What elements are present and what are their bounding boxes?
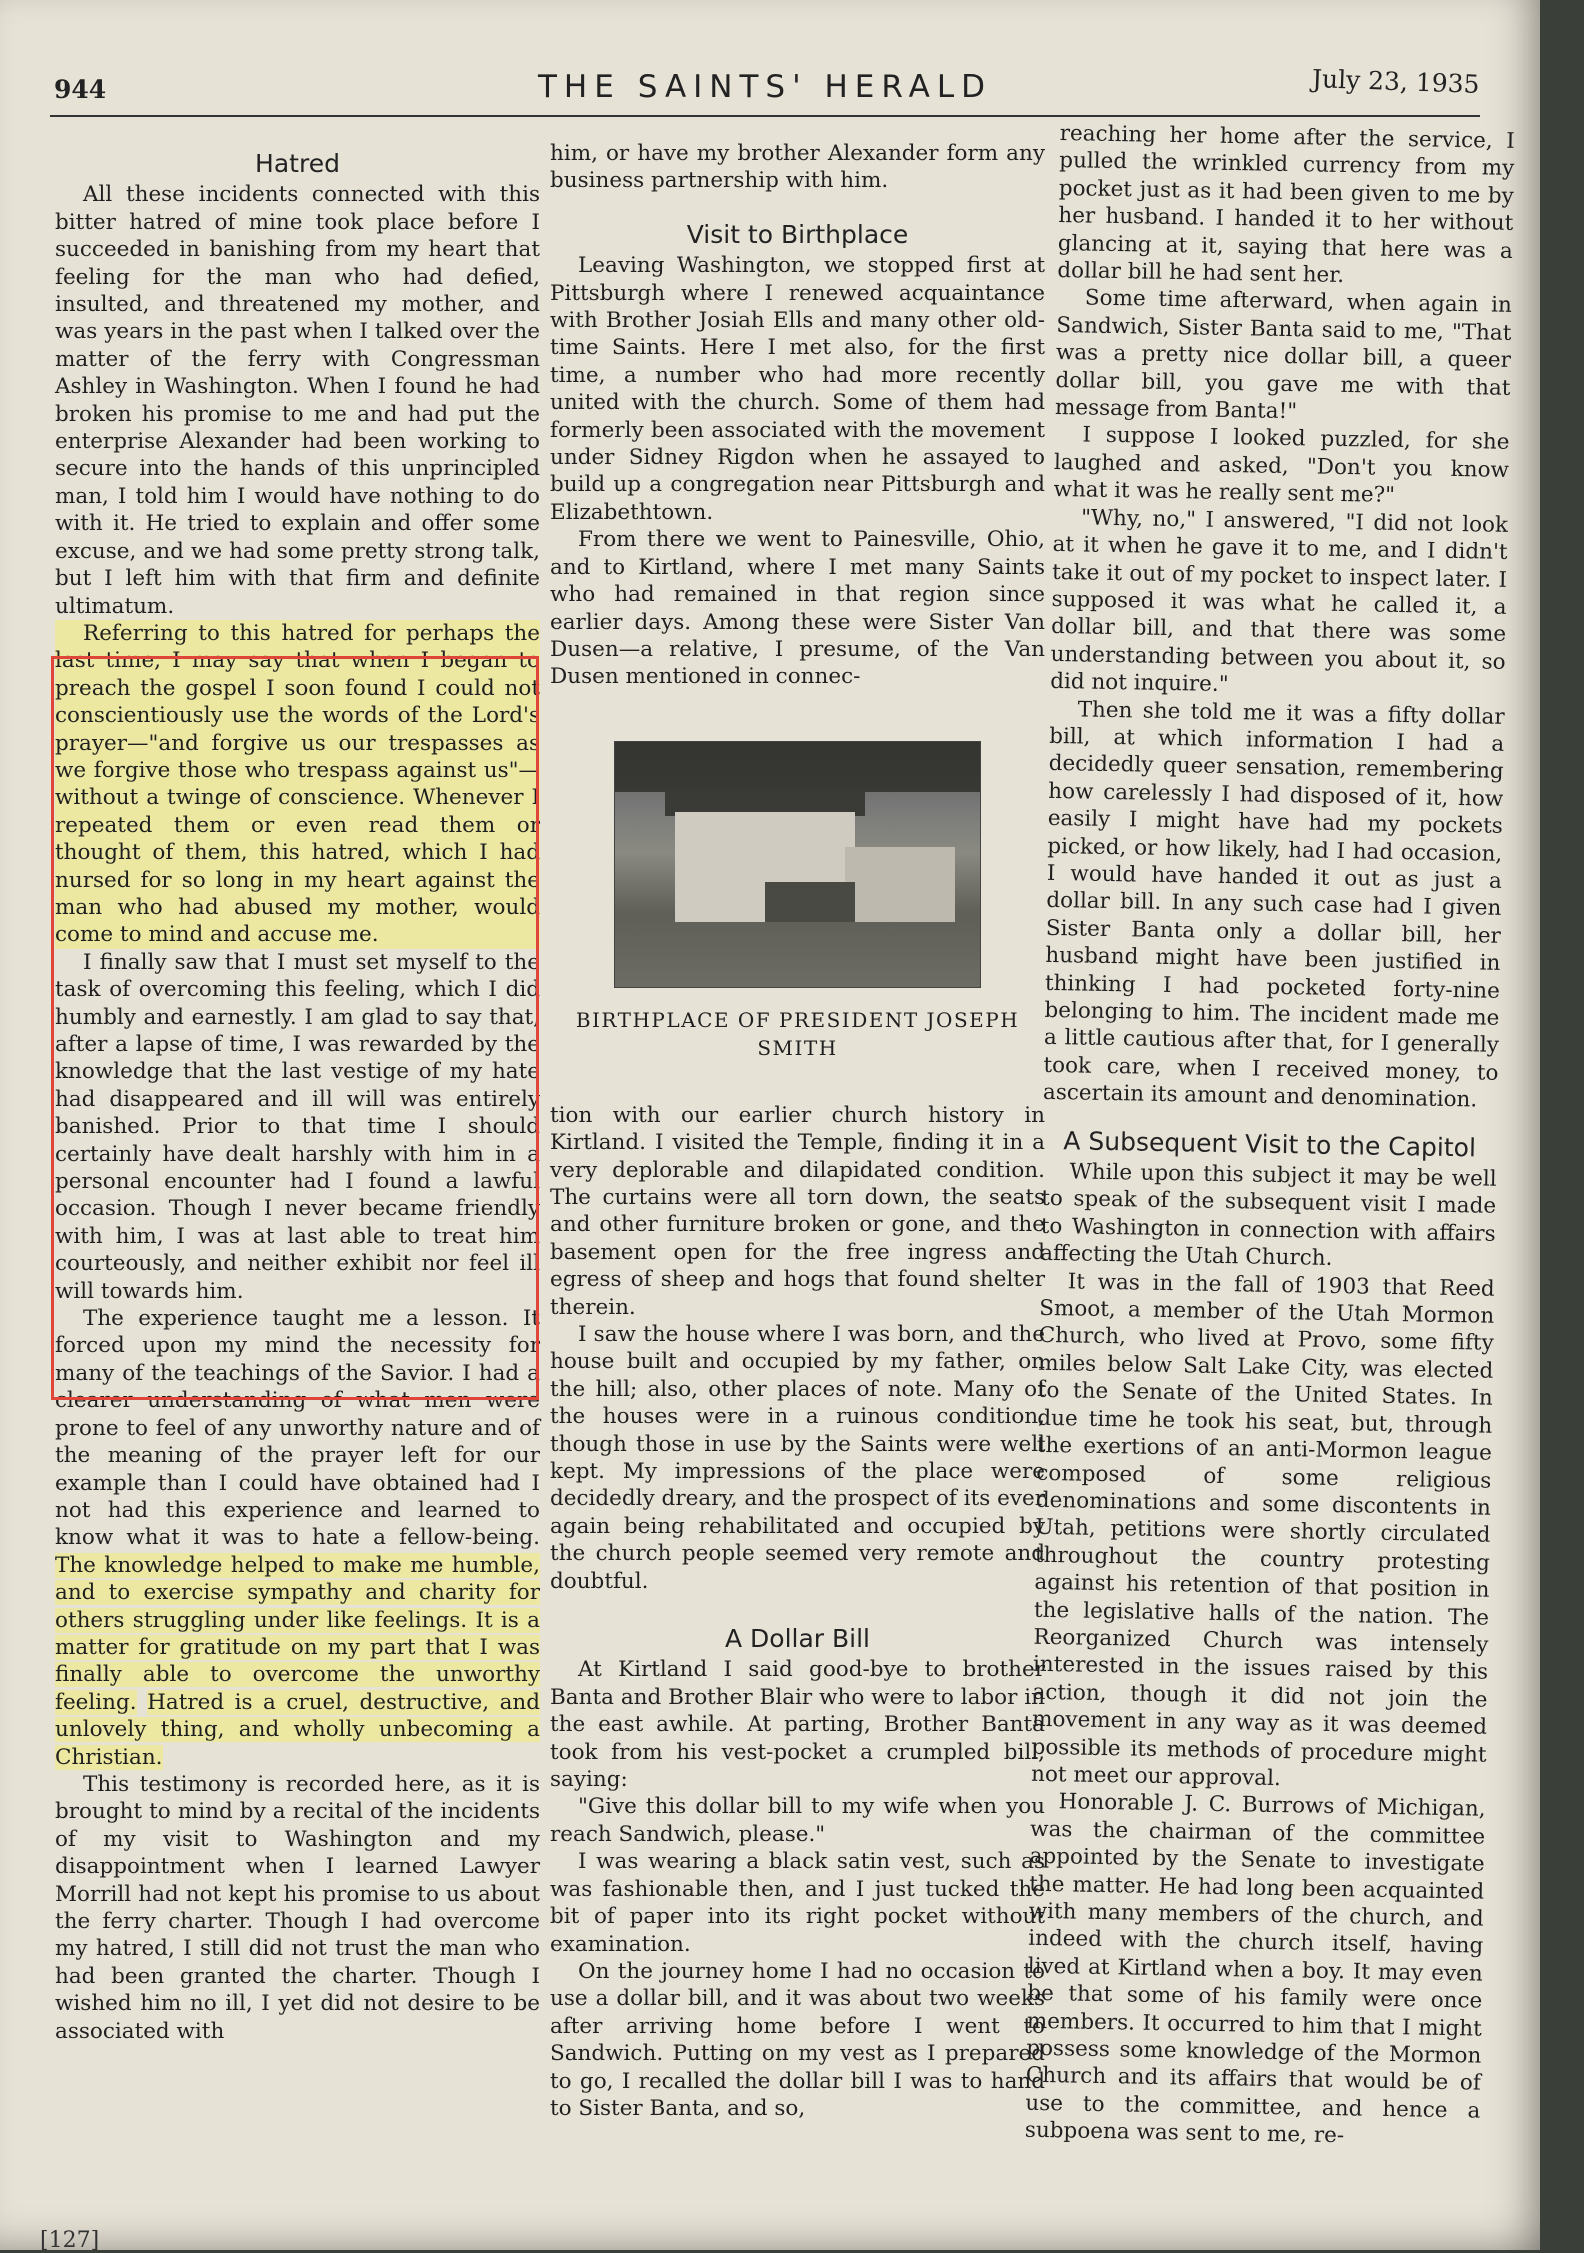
photo-porch	[765, 882, 855, 922]
photo-wing	[845, 847, 955, 922]
masthead: THE SAINTS' HERALD	[538, 69, 992, 105]
page-number: 944	[54, 75, 107, 104]
paragraph: This testimony is recorded here, as it is brought to mind by a recital of the incidents of my visit to Washington and my disappointment when I learned Lawyer Morrill had not kept his promise to us about the ferry charter. Though I had overcome my hatred, I still did not trust the man who had been granted the charter. Though I wished him no ill, I yet did not desire to be associated with	[55, 1771, 540, 2044]
highlighted-text: Hatred is a cruel, destructive, and unlovely thing, and wholly unbecoming a Christian.	[55, 1689, 540, 1770]
photo-trees	[615, 742, 980, 792]
paragraph: It was in the fall of 1903 that Reed Smoot, a member of the Utah Mormon Church, who lived at Provo, some fifty miles below Salt Lake City, was elected to the Senate of the United States. In due time he took his seat, but, through the exertions of an anti-Mormon league composed of some religious denominations and some discontents in Utah, petitions were shortly circulated throughout the country protesting against his retention of that position in the legislative halls of the nation. The Reorganized Church was intensely interested in the issues raised by this action, though it did not join the movement in any way as it was deemed possible its methods of procedure might not meet our approval.	[1030, 1268, 1495, 1792]
column-1	[55, 140, 540, 2045]
page-header	[50, 55, 1480, 117]
paragraph	[55, 1305, 540, 1771]
paragraph: I finally saw that I must set myself to the task of overcoming this feeling, which I did humbly and earnestly. I am glad to say that, after a lapse of time, I was rewarded by the knowledge that the last vestige of my hate had disappeared and ill will was entirely banished. Prior to that time I should certainly have dealt harshly with him in a personal encounter had I found a lawful occasion. Though I never became friendly with him, I was at last able to treat him courteously, and neither exhibit nor feel ill will towards him.	[55, 949, 540, 1304]
paragraph: Leaving Washington, we stopped first at Pittsburgh where I renewed acquaintance with Brother Josiah Ells and many other old-time Saints. Here I met also, for the first time, a number who had more recently united with the church. Some of them had formerly been associated with the movement under Sidney Rigdon when he assayed to build up a congregation near Pittsburgh and Elizabethtown.	[550, 253, 1045, 525]
column-3	[1025, 120, 1515, 2152]
heading-hatred: Hatred	[255, 149, 340, 178]
paragraph: "Why, no," I answered, "I did not look at it when he gave it to me, and I didn't take it out of my pocket to inspect later. I supposed it was what he called it, a dollar bill, and that there was some understanding between you about it, so did not inquire."	[1049, 505, 1509, 698]
paragraph: I saw the house where I was born, and the house built and occupied by my father, on the hill; also, other places of note. Many of the houses were in a ruinous condition, though those in use by the Saints were well kept. My impressions of the place were decidedly dreary, and the prospect of its ever again being rehabilitated and occupied by the church people seemed very remote and doubtful.	[550, 1321, 1045, 1594]
paragraph: On the journey home I had no occasion to use a dollar bill, and it was about two weeks after arriving home before I went to Sandwich. Putting on my vest as I prepared to go, I recalled the dollar bill I was to hand to Sister Banta, and so,	[550, 1958, 1045, 2121]
issue-date: July 23, 1935	[1312, 64, 1481, 99]
paragraph: While upon this subject it may be well to speak of the subsequent visit I made to Washington in connection with affairs affecting the Utah Church.	[1039, 1159, 1497, 1272]
paragraph: From there we went to Painesville, Ohio, and to Kirtland, where I met many Saints who had remained in that region since earlier days. Among these were Sister Van Dusen—a relative, I presume, of the Van Dusen mentioned in connec-	[550, 527, 1045, 690]
paragraph: At Kirtland I said good-bye to brother Banta and Brother Blair who were to labor in the east awhile. At parting, Brother Banta took from his vest-pocket a crumpled bill, saying:	[550, 1657, 1045, 1793]
text-run: The experience taught me a lesson. It forced upon my mind the necessity for many of the teachings of the Savior. I had a clearer understanding of what men were prone to feel of any unworthy nature and of the meaning of the prayer left for our example than I could have obtained had I not had this experience and learned to know what it was to hate a fellow-being.	[55, 1306, 540, 1551]
column-2	[550, 140, 1045, 2122]
page-footer: [127]	[40, 2228, 100, 2253]
paragraph: "Give this dollar bill to my wife when you reach Sandwich, please."	[550, 1794, 1045, 1847]
heading-visit-to-birthplace: Visit to Birthplace	[686, 219, 909, 249]
paragraph: tion with our earlier church history in Kirtland. I visited the Temple, finding it in a very deplorable and dilapidated condition. The curtains were all torn down, the seats and other furniture broken or gone, and the basement open for the free ingress and egress of sheep and hogs that found shelter therein.	[550, 1102, 1045, 1320]
paragraph: I was wearing a black satin vest, such as was fashionable then, and I just tucked the bit of paper into its right pocket without examination.	[550, 1849, 1045, 1957]
heading-subsequent-visit: A Subsequent Visit to the Capitol	[1063, 1125, 1477, 1163]
paragraph: Honorable J. C. Burrows of Michigan, was the chairman of the committee appointed by the Senate to investigate the matter. He had long been acquainted with many members of the church, and indeed with the church itself, having lived at Kirtland when a boy. It may even be that some of his family were once members. It occurred to him that I might possess some knowledge of the Mormon Church and its affairs that would be of use to the committee, and hence a subpoena was sent to me, re-	[1024, 1789, 1486, 2149]
paragraph: All these incidents connected with this bitter hatred of mine took place before I succeeded in banishing from my heart that feeling for the man who had defied, insulted, and threatened my mother, and was years in the past when I talked over the matter of the ferry with Congressman Ashley in Washington. When I found he had broken his promise to me and had put the enterprise Alexander had been working to secure into the hands of this unprincipled man, I told him I would have nothing to do with it. He tried to explain and offer some excuse, and we had some pretty strong talk, but I left him with that firm and definite ultimatum.	[55, 182, 540, 619]
paragraph: reaching her home after the service, I pulled the wrinkled currency from my pocket just as it had been given to me by her husband. I handed it to her without glancing at it, saying that here was a dollar bill he had sent her.	[1057, 120, 1515, 289]
paragraph: Some time afterward, when again in Sandwich, Sister Banta said to me, "That was a pretty nice dollar bill, a queer dollar bill, you gave me with that message from Banta!"	[1054, 285, 1513, 425]
highlighted-text: The knowledge helped to make me humble, and to exercise sympathy and charity for others struggling under like feelings. It is a matter for gratitude on my part that I was finally able to overcome the unworthy feeling.	[55, 1552, 540, 1715]
paragraph: Then she told me it was a fifty dollar bill, at which information I had a decidedly queer sensation, remembering how carelessly I had disposed of it, how easily I might have had my pockets picked, or how likely, had I had occasion, I would have handed it out as just a dollar bill. In any such case had I given Sister Banta only a dollar bill, her husband might have been justified in thinking I had pocketed forty-nine belonging to him. The incident made me a little cautious after that, for I generally took care, when I received money, to ascertain its amount and denomination.	[1042, 696, 1505, 1113]
heading-dollar-bill: A Dollar Bill	[724, 1624, 871, 1654]
birthplace-photo	[614, 741, 981, 988]
highlighted-paragraph: Referring to this hatred for perhaps the last time, I may say that when I began to preach the gospel I soon found I could not conscientiously use the words of the Lord's prayer—"and forgive us our trespasses as we forgive those who trespass against us"—without a twinge of conscience. Whenever I repeated them or even read them or thought of them, this hatred, which I had nursed for so long in my heart against the man who had abused my mother, would come to mind and accuse me.	[55, 620, 540, 948]
paragraph: him, or have my brother Alexander form any business partnership with him.	[550, 141, 1045, 194]
photo-caption: BIRTHPLACE OF PRESIDENT JOSEPH SMITH	[575, 1007, 1020, 1060]
paragraph: I suppose I looked puzzled, for she laughed and asked, "Don't you know what it was he really sent me?"	[1053, 422, 1510, 509]
